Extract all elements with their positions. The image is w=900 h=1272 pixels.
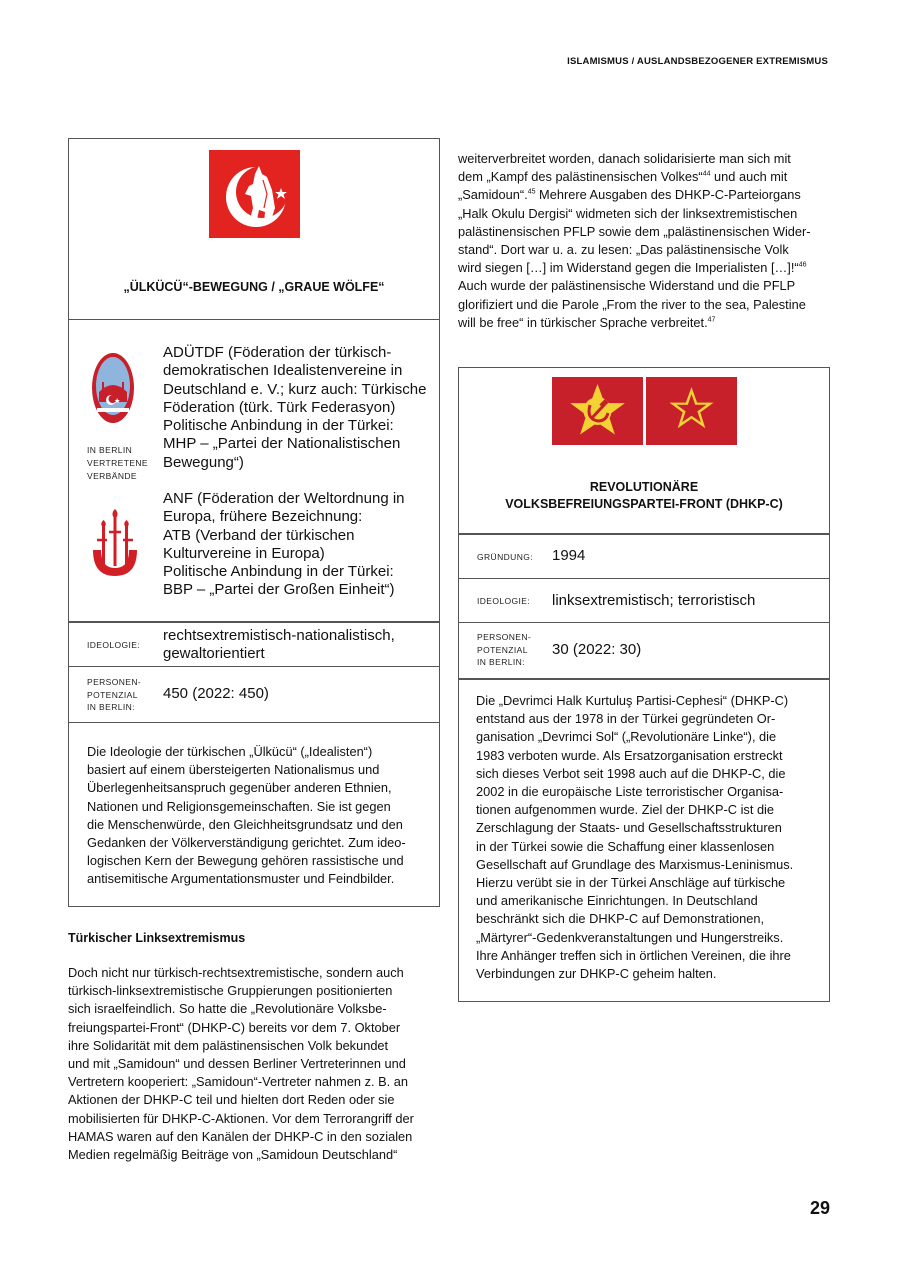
ulkucu-description xyxy=(69,722,439,906)
description-line: Ihre Anhänger treffen sich in örtlichen Vereinen, die ihre xyxy=(476,947,791,963)
org-adutdf-line: Föderation (türk. Türk Federasyon) xyxy=(163,398,396,416)
description-line: Die „Devrimci Halk Kurtuluş Partisi-Cephesi“ (DHKP-C) xyxy=(476,693,789,708)
paragraph-line xyxy=(458,314,834,332)
ideologie-value-line: gewaltorientiert xyxy=(163,645,265,663)
paragraph-line: mobilisierten für DHKP-C-Aktionen. Vor dem Terrorangriff der xyxy=(68,1110,414,1126)
paragraph-line: palästinensischen PFLP sowie dem „palästinensischen Wider- xyxy=(458,223,811,239)
dhkpc-logo-block xyxy=(459,368,829,535)
potenzial-label-line: POTENZIAL xyxy=(477,644,528,655)
verbaende-label-line: VERTRETENE xyxy=(87,458,148,468)
description-line: basiert auf einem übersteigerten Nationalismus und xyxy=(87,762,380,778)
potenzial-label-line: IN BERLIN: xyxy=(477,657,525,667)
org-adutdf-line: MHP – „Partei der Nationalistischen xyxy=(163,435,401,453)
description-line: in der Türkei sowie die Schaffung einer klassenlosen xyxy=(476,838,775,854)
ideologie-label: IDEOLOGIE: xyxy=(87,640,141,650)
gruendung-value: 1994 xyxy=(552,547,586,564)
org-adutdf-line: ADÜTDF (Föderation der türkisch- xyxy=(163,344,392,361)
description-line: die Menschenwürde, den Gleichheitsgrundsatz und den xyxy=(87,816,403,832)
verbaende-label-line: VERBÄNDE xyxy=(87,471,137,481)
paragraph-line: Auch wurde der palästinensische Widerstand und die PFLP xyxy=(458,278,796,294)
text-span: dem „Kampf des palästinensischen Volkes“ xyxy=(458,169,703,185)
text-span: wird siegen […] im Widerstand gegen die Imperialisten […]!“ xyxy=(458,260,799,276)
paragraph-line: ihre Solidarität mit dem palästinensischen Volk bekundet xyxy=(68,1037,389,1053)
org-adutdf-line: Deutschland e. V.; kurz auch: Türkische xyxy=(163,380,427,398)
description-line: Die Ideologie der türkischen „Ülkücü“ („Idealisten“) xyxy=(87,744,373,759)
paragraph-line: weiterverbreitet worden, danach solidarisierte man sich mit xyxy=(458,151,791,166)
description-line: Überlegenheitsanspruch gegenüber anderen Ethnien, xyxy=(87,780,392,796)
footnote-ref-47[interactable]: 47 xyxy=(707,316,716,324)
org-anf xyxy=(163,490,433,600)
dhkpc-description xyxy=(459,680,829,1001)
right-paragraph xyxy=(458,150,834,332)
text-span: „Samidoun“. xyxy=(458,187,528,203)
description-line: antisemitische Argumentationsmuster und Feindbilder. xyxy=(87,871,395,887)
paragraph-line: glorifiziert und die Parole „From the river to the sea, Palestine xyxy=(458,296,806,312)
org-anf-line: ANF (Föderation der Weltordnung in xyxy=(163,490,405,507)
dhkpc-gruendung-row xyxy=(459,535,829,579)
org-anf-line: Politische Anbindung in der Türkei: xyxy=(163,563,394,581)
org-anf-line: Europa, frühere Bezeichnung: xyxy=(163,508,363,526)
text-span: will be free“ in türkischer Sprache verbreitet. xyxy=(458,314,708,330)
description-line: logischen Kern der Bewegung gehören rassistische und xyxy=(87,853,404,869)
description-line: entstand aus der 1978 in der Türkei gegründeten Or- xyxy=(476,711,776,727)
ideologie-label: IDEOLOGIE: xyxy=(477,596,531,606)
description-line: 1983 verboten wurde. Als Ersatzorganisation erstreckt xyxy=(476,747,783,763)
ideologie-value xyxy=(163,627,395,664)
potenzial-label xyxy=(87,676,141,714)
ulkucu-title: „ÜLKÜCÜ“-BEWEGUNG / „GRAUE WÖLFE“ xyxy=(123,280,385,294)
ideologie-value-line: rechtsextremistisch-nationalistisch, xyxy=(163,627,395,644)
potenzial-value: 450 (2022: 450) xyxy=(163,685,269,702)
org-anf-line: Kulturvereine in Europa) xyxy=(163,544,325,562)
paragraph-line xyxy=(458,259,834,277)
description-line: Verbindungen zur DHKP-C geheim halten. xyxy=(476,966,717,982)
description-line: Gesellschaft auf Grundlage des Marxismus-Leninismus. xyxy=(476,856,794,872)
adutdf-logo xyxy=(91,352,135,424)
description-line: sich dieses Verbot seit 1998 auch auf die DHKP-C, die xyxy=(476,765,786,781)
description-line: 2002 in die europäische Liste terroristischer Organisa- xyxy=(476,784,784,800)
org-adutdf xyxy=(163,344,433,472)
description-line: Nationen und Religionsgemeinschaften. Sie ist gegen xyxy=(87,798,391,814)
description-line: Gedanken der Völkerverständigung gerichtet. Zum ideo- xyxy=(87,835,406,851)
dhkpc-potenzial-row xyxy=(459,623,829,680)
text-span: Mehrere Ausgaben des DHKP-C-Parteiorgans xyxy=(535,187,801,203)
dhkpc-card xyxy=(458,367,830,1002)
dhkpc-title-line: REVOLUTIONÄRE xyxy=(589,480,699,494)
paragraph-line: stand“. Dort war u. a. zu lesen: „Das palästinensische Volk xyxy=(458,242,789,258)
star-flag-icon xyxy=(646,377,737,445)
paragraph-line: und mit „Samidoun“ und dessen Berliner Vertreterinnen und xyxy=(68,1056,406,1072)
left-paragraph xyxy=(68,964,440,1164)
ulkucu-logo-block xyxy=(69,139,439,320)
paragraph-line: türkisch-linksextremistische Gruppierungen positionierten xyxy=(68,983,393,999)
org-anf-line: BBP – „Partei der Großen Einheit“) xyxy=(163,581,395,599)
dhkpc-ideologie-row xyxy=(459,579,829,623)
ulkucu-card xyxy=(68,138,440,907)
paragraph-line: sich israelfeindlich. So hatte die „Revolutionäre Volksbe- xyxy=(68,1001,387,1017)
hammer-sickle-flag-icon xyxy=(552,377,643,445)
verbaende-section xyxy=(69,320,439,623)
description-line: tionen aufgenommen wurde. Ziel der DHKP-C ist die xyxy=(476,802,775,818)
verbaende-label-line: IN BERLIN xyxy=(87,445,133,455)
description-line: beschränkt sich die DHKP-C auf Demonstrationen, xyxy=(476,911,765,927)
paragraph-line: Vertretern kooperiert: „Samidoun“-Vertreter nahmen z. B. an xyxy=(68,1074,408,1090)
org-adutdf-line: Politische Anbindung in der Türkei: xyxy=(163,417,394,435)
section-heading: Türkischer Linksextremismus xyxy=(68,931,246,945)
paragraph-line: freiungspartei-Front“ (DHKP-C) bereits vor dem 7. Oktober xyxy=(68,1019,401,1035)
description-line: und amerikanische Einrichtungen. In Deutschland xyxy=(476,893,758,909)
text-span: und auch mit xyxy=(710,169,788,185)
running-head: ISLAMISMUS / AUSLANDSBEZOGENER EXTREMISMUS xyxy=(567,56,828,67)
paragraph-line: „Halk Okulu Dergisi“ widmeten sich der linksextremistischen xyxy=(458,205,798,221)
verbaende-label xyxy=(87,444,148,483)
paragraph-line: HAMAS waren auf den Kanälen der DHKP-C in den sozialen xyxy=(68,1128,413,1144)
description-line: Zerschlagung der Staats- und Gesellschaftsstrukturen xyxy=(476,820,782,836)
footnote-ref-45[interactable]: 45 xyxy=(527,189,536,197)
description-line: ganisation „Devrimci Sol“ („Revolutionäre Linke“), die xyxy=(476,729,777,745)
potenzial-label xyxy=(477,631,531,669)
description-line: Hierzu verübt sie in der Türkei Anschläge auf türkische xyxy=(476,875,786,891)
dhkpc-title xyxy=(459,479,829,513)
paragraph-line: Aktionen der DHKP-C teil und hielten dort Reden oder sie xyxy=(68,1092,395,1108)
paragraph-line: Doch nicht nur türkisch-rechtsextremistische, sondern auch xyxy=(68,965,404,980)
grey-wolf-logo xyxy=(209,150,300,238)
org-adutdf-line: Bewegung“) xyxy=(163,453,244,471)
paragraph-line: Medien regelmäßig Beiträge von „Samidoun Deutschland“ xyxy=(68,1147,398,1163)
ideologie-value: linksextremistisch; terroristisch xyxy=(552,592,756,609)
footnote-ref-44[interactable]: 44 xyxy=(702,170,711,178)
potenzial-label-line: PERSONEN- xyxy=(87,677,142,687)
dhkpc-title-line: VOLKSBEFREIUNGSPARTEI-FRONT (DHKP-C) xyxy=(505,497,783,511)
potenzial-label-line: IN BERLIN: xyxy=(87,702,135,712)
gruendung-label: GRÜNDUNG: xyxy=(477,552,534,562)
ulkucu-ideologie-row xyxy=(69,623,439,667)
org-anf-line: ATB (Verband der türkischen xyxy=(163,526,355,544)
description-line: „Märtyrer“-Gedenkveranstaltungen und Hungerstreiks. xyxy=(476,929,784,945)
org-adutdf-line: demokratischen Idealistenvereine in xyxy=(163,362,403,380)
potenzial-value: 30 (2022: 30) xyxy=(552,641,642,658)
potenzial-label-line: POTENZIAL xyxy=(87,689,138,700)
paragraph-line xyxy=(458,168,834,186)
dhkpc-flags xyxy=(459,377,829,445)
ulkucu-potenzial-row xyxy=(69,667,439,722)
anf-logo xyxy=(89,506,141,580)
paragraph-line xyxy=(458,186,834,204)
footnote-ref-46[interactable]: 46 xyxy=(798,261,807,269)
page-number: 29 xyxy=(809,1198,830,1218)
potenzial-label-line: PERSONEN- xyxy=(477,632,532,642)
